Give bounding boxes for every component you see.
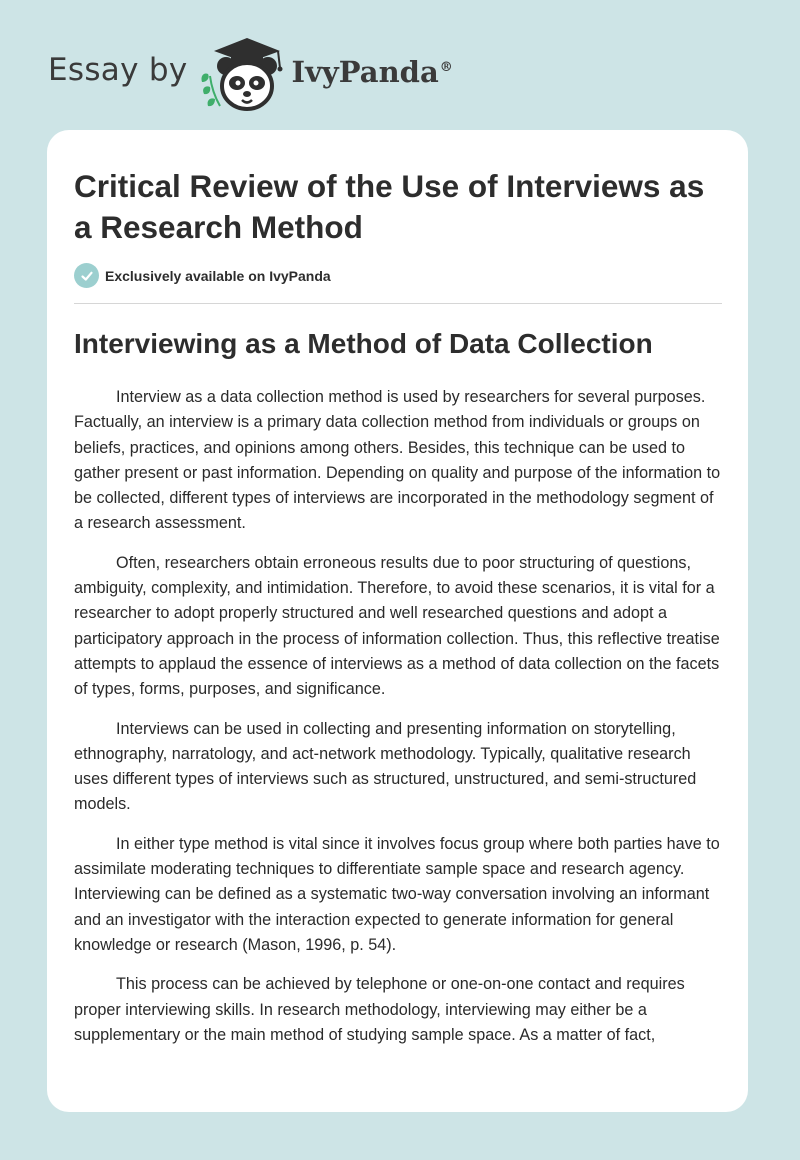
paragraph: In either type method is vital since it involves focus group where both parties have to assimilate moderating techniques to differentiate sample space and research agency. Interviewing can be defined as a systematic two-way conversation involving an informant and an investigator with the interaction expected to generate information for general knowledge or research (Mason, 1996, p. 54). bbox=[74, 834, 720, 954]
brand-header[interactable] bbox=[48, 34, 453, 114]
brand-prefix: Essay by bbox=[48, 52, 188, 88]
brand-name: IvyPanda® bbox=[291, 55, 453, 89]
paragraph: Interview as a data collection method is used by researchers for several purposes. Factually, an interview is a primary data collection method from individuals or groups on beliefs, practices, and opinions among others. Besides, this technique can be used to gather present or past information. Depending on quality and purpose of the information to be collected, different types of interviews are incorporated in the methodology segment of a research assessment. bbox=[74, 388, 721, 533]
essay-card bbox=[47, 130, 748, 1112]
exclusive-badge-text: Exclusively available on IvyPanda bbox=[105, 267, 331, 284]
registered-mark: ® bbox=[439, 60, 453, 76]
paragraph: This process can be achieved by telephone or one-on-one contact and requires proper interviewing skills. In research methodology, interviewing may either be a supplementary or the main method of studying sample space. As a matter of fact, bbox=[74, 975, 685, 1044]
checkmark-icon bbox=[74, 263, 99, 288]
title-divider bbox=[74, 303, 722, 304]
exclusive-badge bbox=[74, 263, 331, 288]
section-heading: Interviewing as a Method of Data Collection bbox=[74, 328, 653, 359]
panda-logo-icon bbox=[198, 36, 290, 112]
essay-body bbox=[74, 385, 724, 1062]
paragraph: Interviews can be used in collecting and presenting information on storytelling, ethnography, narratology, and act-network methodology. Typically, qualitative research uses different types of interviews such as structured, unstructured, and semi-structured models. bbox=[74, 719, 697, 814]
essay-title: Critical Review of the Use of Interviews as a Research Method bbox=[74, 168, 705, 245]
paragraph: Often, researchers obtain erroneous results due to poor structuring of questions, ambiguity, complexity, and intimidation. Therefore, to avoid these scenarios, it is vital for a researcher to adopt properly structured and well researched questions and adopt a participatory approach in the process of information collection. Thus, this reflective treatise attempts to applaud the essence of interviews as a method of data collection on the facets of types, forms, purposes, and significance. bbox=[74, 553, 720, 699]
